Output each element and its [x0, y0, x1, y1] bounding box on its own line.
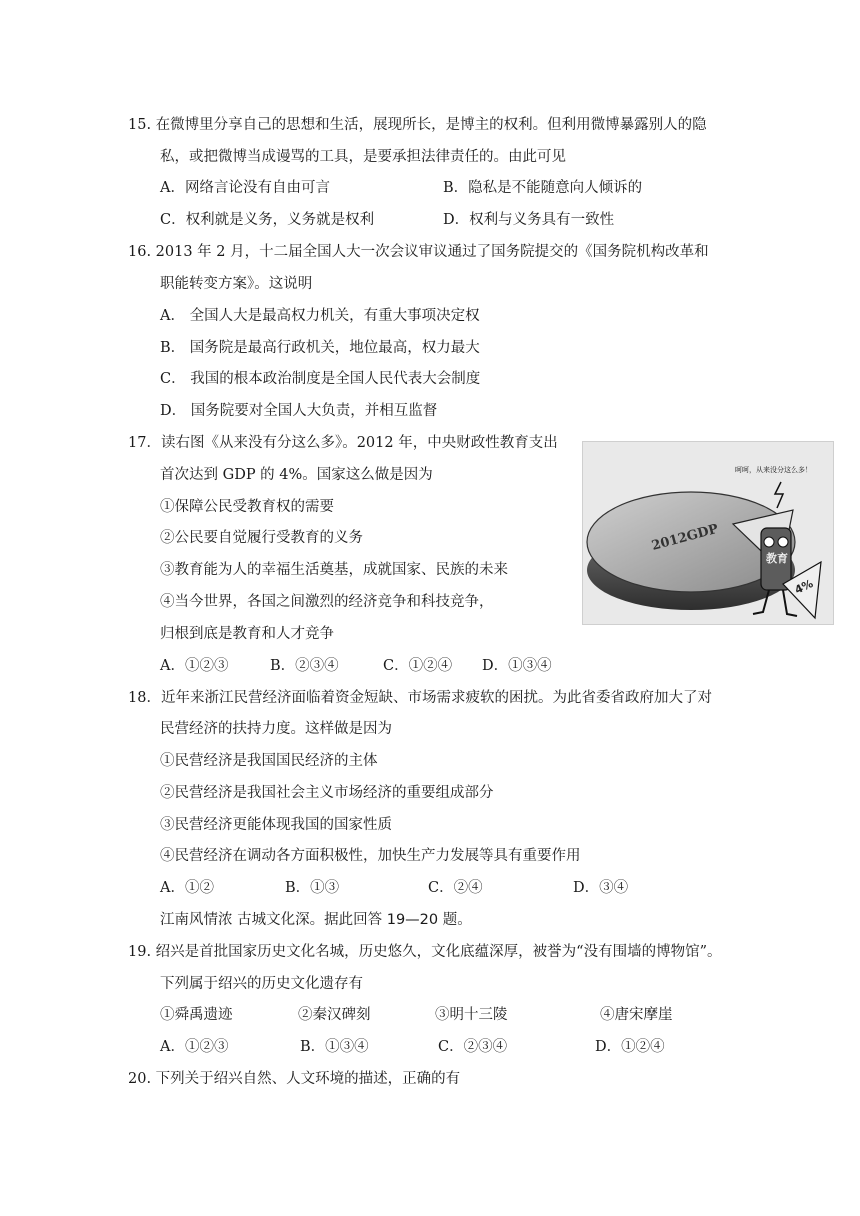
q16-option-b[interactable]: B． 国务院是最高行政机关，地位最高，权力最大 — [160, 340, 480, 356]
q15-option-c[interactable]: C．权利就是义务，义务就是权利 — [160, 212, 375, 228]
figure-label: 教育 — [766, 552, 788, 565]
q16-option-c[interactable]: C． 我国的根本政治制度是全国人民代表大会制度 — [160, 371, 481, 387]
q18-item-2: ②民营经济是我国社会主义市场经济的重要组成部分 — [160, 785, 494, 801]
q17-item-4-cont: 归根到底是教育和人才竞争 — [160, 626, 334, 642]
q17-cartoon-image — [582, 441, 834, 625]
q18-item-1: ①民营经济是我国国民经济的主体 — [160, 753, 378, 769]
q19-stem-line2: 下列属于绍兴的历史文化遗存有 — [160, 976, 363, 992]
q17-option-c[interactable]: C．①②④ — [383, 658, 453, 674]
lightning-icon — [775, 482, 783, 508]
q18-option-d[interactable]: D．③④ — [573, 880, 629, 896]
q17-option-a[interactable]: A．①②③ — [160, 658, 229, 674]
q16-option-d[interactable]: D． 国务院要对全国人大负责，并相互监督 — [160, 403, 438, 419]
q15-stem-line2: 私，或把微博当成谩骂的工具，是要承担法律责任的。由此可见 — [160, 149, 566, 165]
slice-label: 4% — [792, 577, 816, 597]
speech-text: 呵呵，从来没分这么多！ — [735, 466, 812, 474]
q18-option-b[interactable]: B．①③ — [285, 880, 340, 896]
q17-item-4: ④当今世界，各国之间激烈的经济竞争和科技竞争， — [160, 594, 494, 610]
q20-stem-line1: 20. 下列关于绍兴自然、人文环境的描述，正确的有 — [128, 1071, 461, 1087]
q17-item-1: ①保障公民受教育权的需要 — [160, 499, 334, 515]
q17-item-2: ②公民要自觉履行受教育的义务 — [160, 530, 363, 546]
q16-stem-line1: 16. 2013 年 2 月，十二届全国人大一次会议审议通过了国务院提交的《国务院机构改革和 — [128, 244, 709, 260]
q19-stem-line1: 19. 绍兴是首批国家历史文化名城，历史悠久，文化底蕴深厚，被誉为“没有围墙的博物馆”。 — [128, 944, 722, 960]
q16-option-a[interactable]: A． 全国人大是最高权力机关，有重大事项决定权 — [160, 308, 480, 324]
q18-option-c[interactable]: C．②④ — [428, 880, 483, 896]
pie-label: 2012GDP — [650, 521, 721, 554]
q17-stem-line2: 首次达到 GDP 的 4%。国家这么做是因为 — [160, 467, 433, 483]
q15-option-b[interactable]: B．隐私是不能随意向人倾诉的 — [443, 180, 643, 196]
q15-option-d[interactable]: D．权利与义务具有一致性 — [443, 212, 615, 228]
q18-item-3: ③民营经济更能体现我国的国家性质 — [160, 817, 392, 833]
q19-item-1: ①舜禹遗迹 — [160, 1007, 233, 1023]
q19-item-2: ②秦汉碑刻 — [298, 1007, 371, 1023]
q19-option-d[interactable]: D．①②④ — [595, 1039, 665, 1055]
q17-option-d[interactable]: D．①③④ — [482, 658, 552, 674]
q18-stem-line2: 民营经济的扶持力度。这样做是因为 — [160, 721, 392, 737]
q19-option-a[interactable]: A．①②③ — [160, 1039, 229, 1055]
q16-stem-line2: 职能转变方案》。这说明 — [160, 276, 313, 292]
q17-item-3: ③教育能为人的幸福生活奠基，成就国家、民族的未来 — [160, 562, 508, 578]
q19-item-3: ③明十三陵 — [435, 1007, 508, 1023]
q18-item-4: ④民营经济在调动各方面积极性，加快生产力发展等具有重要作用 — [160, 848, 581, 864]
q19-item-4: ④唐宋摩崖 — [600, 1007, 673, 1023]
q19-option-c[interactable]: C．②③④ — [438, 1039, 508, 1055]
q17-stem-line1: 17．读右图《从来没有分这么多》。2012 年，中央财政性教育支出 — [128, 435, 558, 451]
section-intro: 江南风情浓 古城文化深。据此回答 19—20 题。 — [160, 912, 472, 928]
q18-option-a[interactable]: A．①② — [160, 880, 214, 896]
q15-option-a[interactable]: A．网络言论没有自由可言 — [160, 180, 330, 196]
q15-stem-line1: 15. 在微博里分享自己的思想和生活，展现所长，是博主的权利。但利用微博暴露别人的隐 — [128, 117, 707, 133]
q18-stem-line1: 18．近年来浙江民营经济面临着资金短缺、市场需求疲软的困扰。为此省委省政府加大了对 — [128, 690, 712, 706]
q19-option-b[interactable]: B．①③④ — [300, 1039, 369, 1055]
q17-option-b[interactable]: B．②③④ — [270, 658, 339, 674]
